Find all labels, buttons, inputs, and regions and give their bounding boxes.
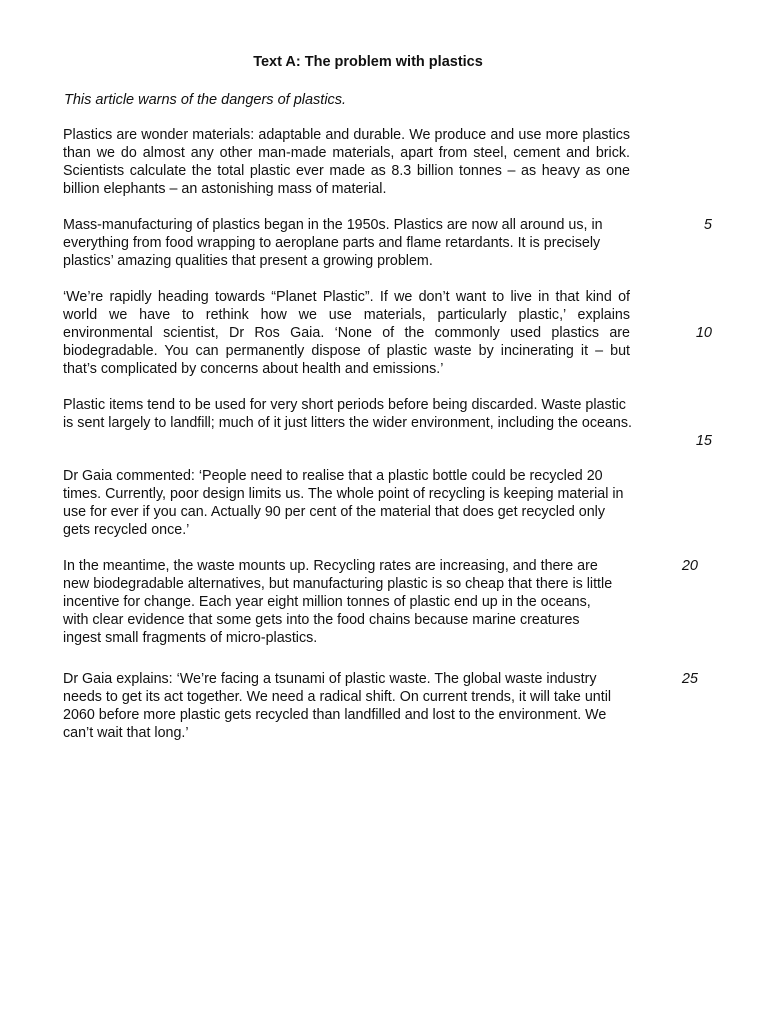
- paragraph-2: Mass-manufacturing of plastics began in the 1950s. Plastics are now all around us, in everything from food wrapping to aeroplane parts and flame retardants. It is precisely plastics’ amazing qualities that present a growing problem.: [63, 217, 603, 269]
- document-title: Text A: The problem with plastics: [253, 54, 483, 70]
- paragraph-4: Plastic items tend to be used for very short periods before being discarded. Waste plastic is sent largely to landfill; much of it just litters the wider environment, including the oceans.: [63, 397, 632, 431]
- paragraph-1: Plastics are wonder materials: adaptable and durable. We produce and use more plastics than we do almost any other man-made materials, apart from steel, cement and brick. Scientists calculate the total plastic ever made as 8.3 billion tonnes – as heavy as one billion elephants – an astonishing mass of material.: [63, 127, 630, 197]
- line-number-5: 5: [703, 217, 712, 233]
- line-number-15: 15: [695, 433, 712, 449]
- paragraph-5: Dr Gaia commented: ‘People need to realise that a plastic bottle could be recycled 20 times. Currently, poor design limits us. The whole point of recycling is keeping material in use for ever if you can. Actually 90 per cent of the material that does get recycled only gets recycled once.’: [63, 468, 624, 538]
- paragraph-6: In the meantime, the waste mounts up. Recycling rates are increasing, and there are new biodegradable alternatives, but manufacturing plastic is so cheap that there is little incentive for change. Each year eight million tonnes of plastic end up in the oceans, with clear evidence that some gets into the food chains because marine creatures ingest small fragments of micro-plastics.: [63, 558, 613, 646]
- line-number-10: 10: [695, 325, 712, 341]
- paragraph-7: Dr Gaia explains: ‘We’re facing a tsunami of plastic waste. The global waste industry needs to get its act together. We need a radical shift. On current trends, it will take until 2060 before more plastic gets recycled than landfilled and lost to the environment. We can’t wait that long.’: [63, 671, 612, 741]
- intro-text: This article warns of the dangers of plastics.: [64, 92, 347, 108]
- line-number-20: 20: [681, 558, 698, 574]
- line-number-25: 25: [681, 671, 698, 687]
- paragraph-3: ‘We’re rapidly heading towards “Planet Plastic”. If we don’t want to live in that kind of world we have to rethink how we use materials, particularly plastic,’ explains environmental scientist, Dr Ros Gaia. ‘None of the commonly used plastics are biodegradable. You can permanently dispose of plastic waste by incinerating it – but that’s complicated by concerns about health and emissions.’: [63, 289, 630, 377]
